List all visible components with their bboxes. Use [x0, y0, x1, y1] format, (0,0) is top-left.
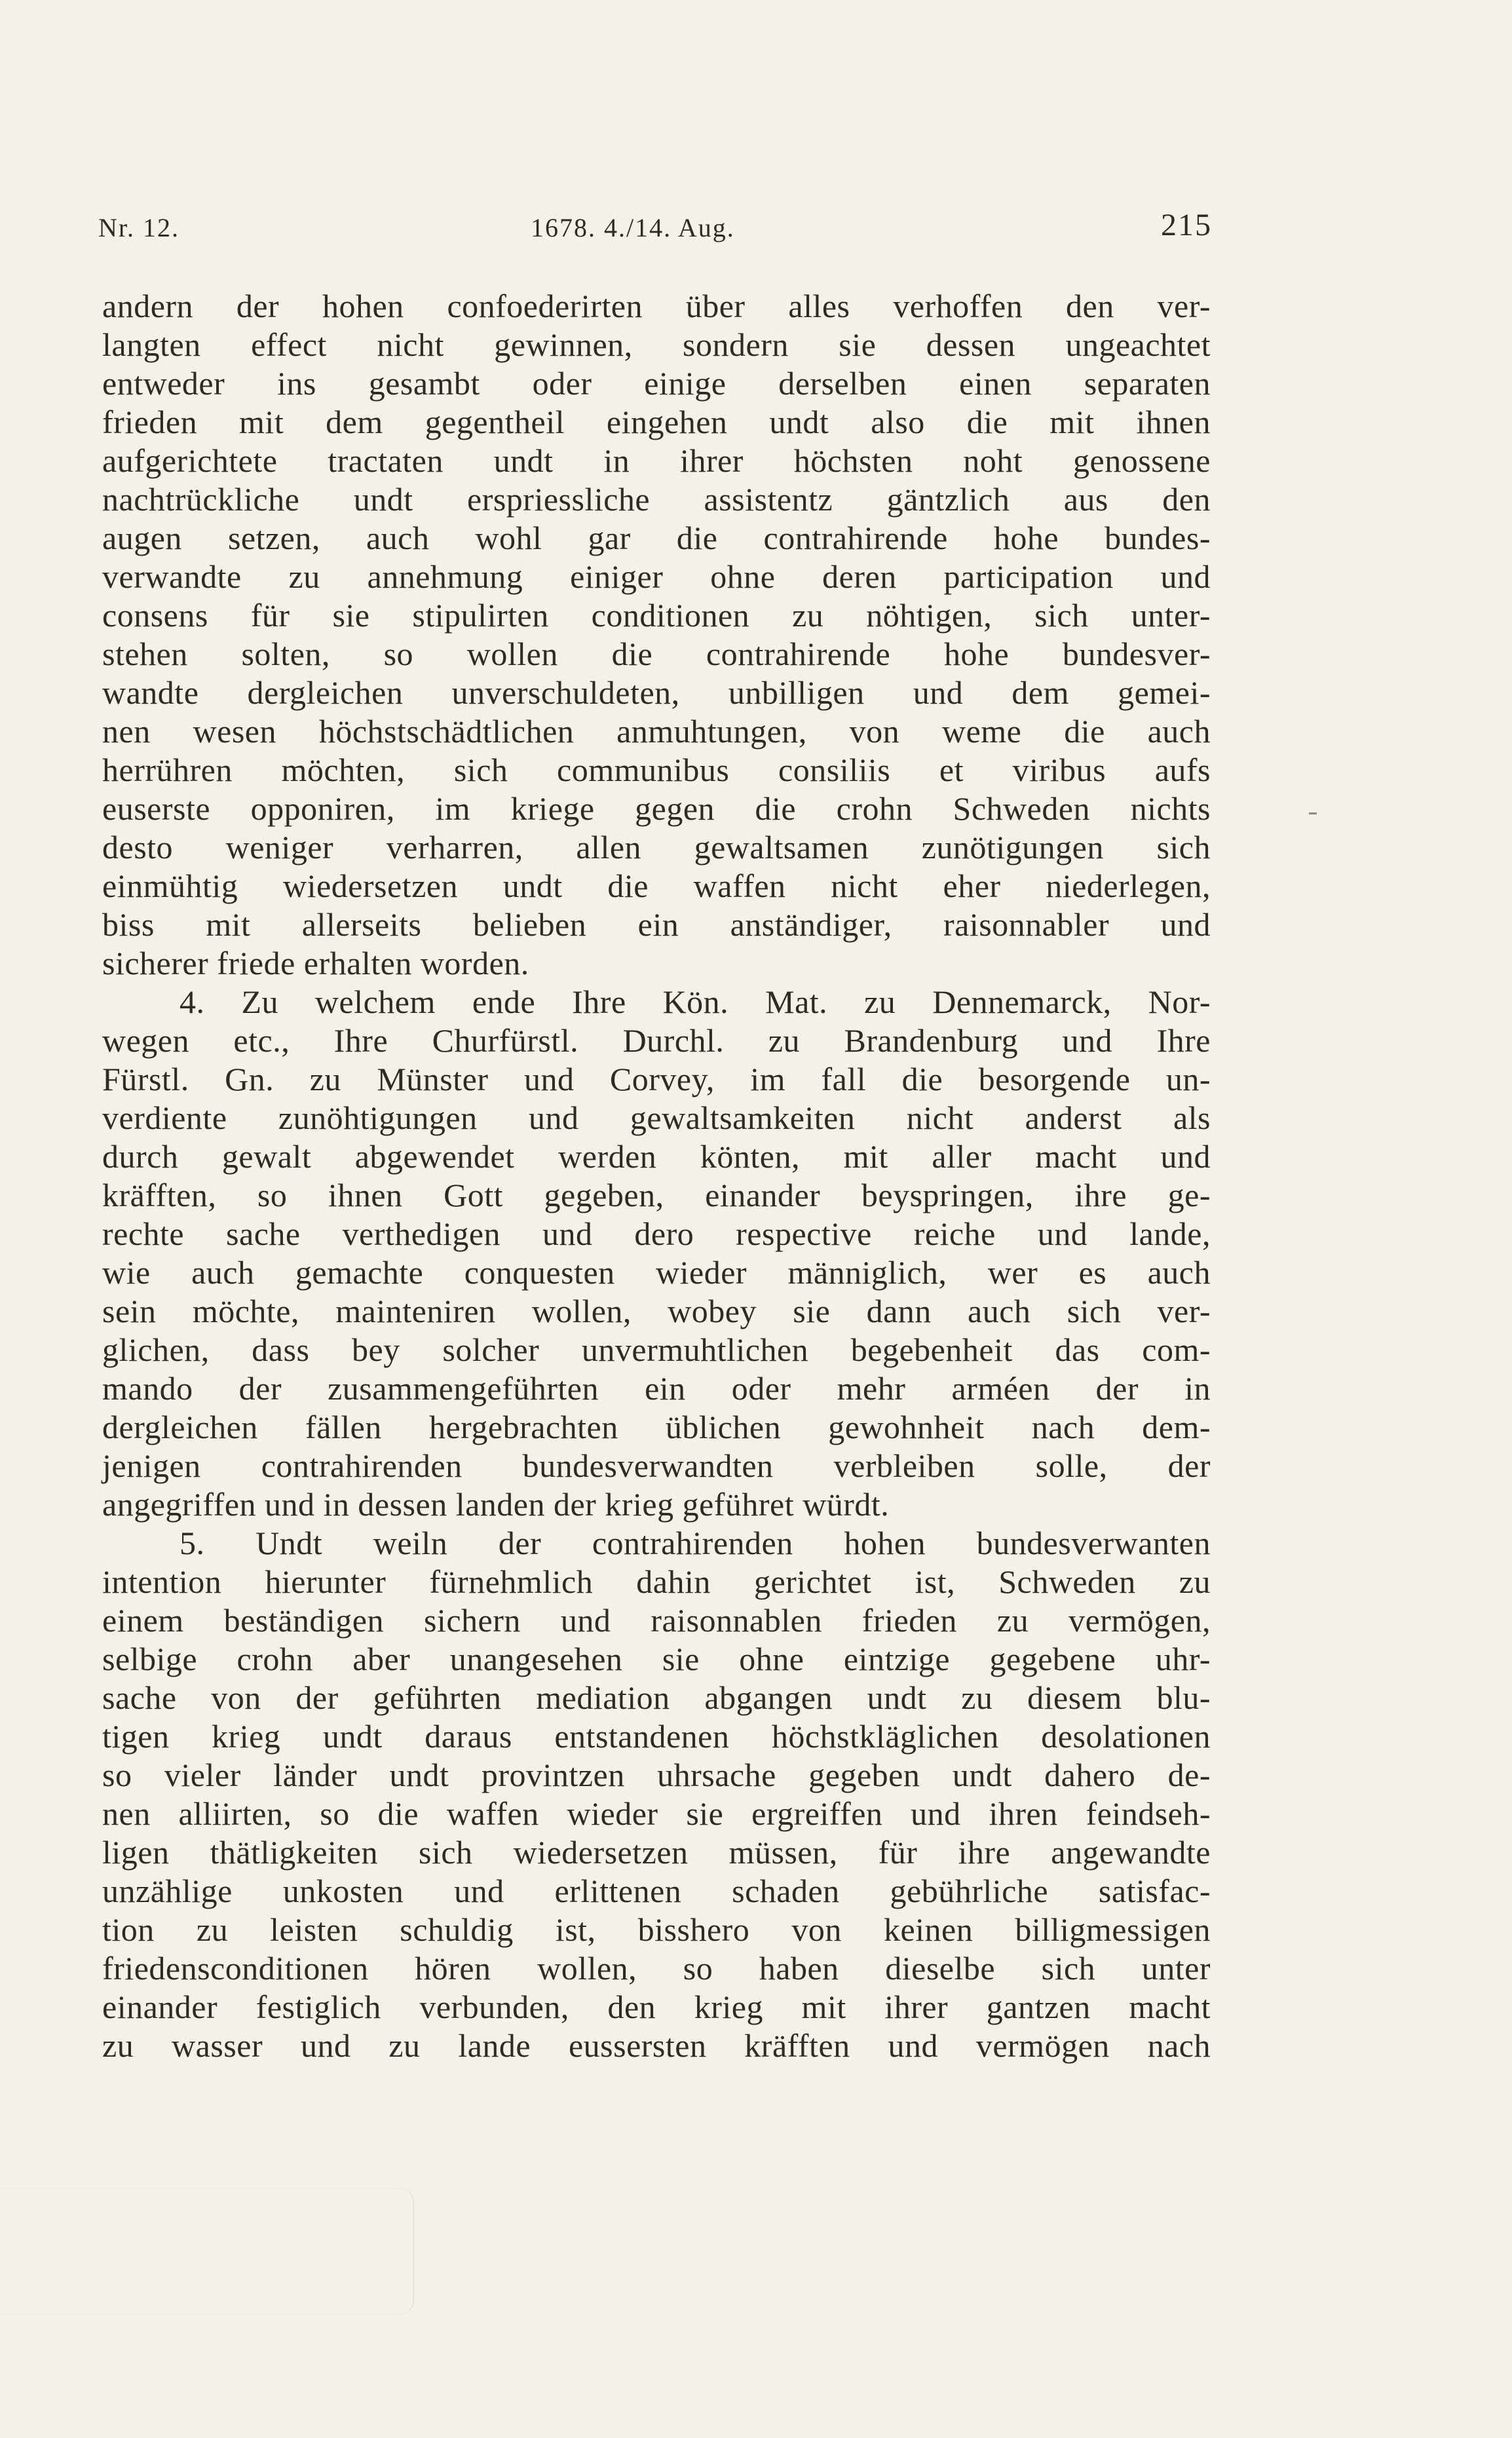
text-line: andern der hohen confoederirten über alles verhoffen den ver- — [102, 288, 1211, 324]
text-line: wie auch gemachte conquesten wieder männiglich, wer es auch — [102, 1254, 1211, 1291]
text-line: kräfften, so ihnen Gott gegeben, einander beyspringen, ihre ge- — [102, 1177, 1211, 1213]
text-line: tion zu leisten schuldig ist, bisshero von keinen billigmessigen — [102, 1911, 1211, 1948]
text-line: ligen thätligkeiten sich wiedersetzen müssen, für ihre angewandte — [102, 1834, 1211, 1871]
text-line: entweder ins gesambt oder einige derselben einen separaten — [102, 365, 1211, 402]
scan-edge-mark — [0, 2188, 414, 2314]
text-line: nen wesen höchstschädtlichen anmuhtungen, von weme die auch — [102, 713, 1211, 750]
text-line: langten effect nicht gewinnen, sondern sie dessen ungeachtet — [102, 326, 1211, 363]
text-line: verdiente zunöhtigungen und gewaltsamkeiten nicht anderst als — [102, 1099, 1211, 1136]
text-line: einem beständigen sichern und raisonnablen frieden zu vermögen, — [102, 1602, 1211, 1639]
text-line: nachtrückliche undt erspriessliche assistentz gäntzlich aus den — [102, 481, 1211, 518]
text-line: rechte sache verthedigen und dero respective reiche und lande, — [102, 1215, 1211, 1252]
text-line: frieden mit dem gegentheil eingehen undt also die mit ihnen — [102, 404, 1211, 440]
text-line: biss mit allerseits belieben ein anständiger, raisonnabler und — [102, 906, 1211, 943]
text-line: Fürstl. Gn. zu Münster und Corvey, im fall die besorgende un- — [102, 1061, 1211, 1097]
text-line: unzählige unkosten und erlittenen schaden gebührliche satisfac- — [102, 1873, 1211, 1909]
text-line: euserste opponiren, im kriege gegen die crohn Schweden nichts — [102, 790, 1211, 827]
text-line: jenigen contrahirenden bundesverwandten verbleiben solle, der — [102, 1447, 1211, 1484]
text-line: selbige crohn aber unangesehen sie ohne eintzige gegebene uhr- — [102, 1641, 1211, 1677]
text-line: angegriffen und in dessen landen der krieg geführet würdt. — [102, 1486, 890, 1523]
text-line: aufgerichtete tractaten undt in ihrer höchsten noht genossene — [102, 442, 1211, 479]
text-line: zu wasser und zu lande eussersten kräfften und vermögen nach — [102, 2027, 1211, 2064]
text-line: glichen, dass bey solcher unvermuhtlichen begebenheit das com- — [102, 1331, 1211, 1368]
text-line: intention hierunter fürnehmlich dahin gerichtet ist, Schweden zu — [102, 1563, 1211, 1600]
margin-mark — [1309, 812, 1317, 814]
text-line: tigen krieg undt daraus entstandenen höchstkläglichen desolationen — [102, 1718, 1211, 1755]
text-line: mando der zusammengeführten ein oder mehr arméen der in — [102, 1370, 1211, 1407]
body-text — [102, 287, 1211, 2065]
document-date: 1678. 4./14. Aug. — [531, 213, 735, 242]
paragraph-5-start: 5. Undt weiln der contrahirenden hohen bundesverwanten — [180, 1525, 1211, 1561]
text-line: sein möchte, mainteniren wollen, wobey sie dann auch sich ver- — [102, 1293, 1211, 1329]
text-line: so vieler länder undt provintzen uhrsache gegeben undt dahero de- — [102, 1757, 1211, 1793]
paragraph-4-start: 4. Zu welchem ende Ihre Kön. Mat. zu Dennemarck, Nor- — [180, 983, 1211, 1020]
page-header — [98, 207, 1212, 246]
page-number: 215 — [1161, 208, 1212, 242]
text-line: dergleichen fällen hergebrachten üblichen gewohnheit nach dem- — [102, 1409, 1211, 1445]
document-number: Nr. 12. — [98, 213, 180, 242]
text-line: nen alliirten, so die waffen wieder sie ergreiffen und ihren feindseh- — [102, 1795, 1211, 1832]
text-line: sache von der geführten mediation abgangen undt zu diesem blu- — [102, 1679, 1211, 1716]
text-line: augen setzen, auch wohl gar die contrahirende hohe bundes- — [102, 520, 1211, 556]
text-line: desto weniger verharren, allen gewaltsamen zunötigungen sich — [102, 829, 1211, 866]
text-line: wegen etc., Ihre Churfürstl. Durchl. zu Brandenburg und Ihre — [102, 1022, 1211, 1059]
text-line: stehen solten, so wollen die contrahirende hohe bundesver- — [102, 636, 1211, 672]
text-line: wandte dergleichen unverschuldeten, unbilligen und dem gemei- — [102, 674, 1211, 711]
text-line: consens für sie stipulirten conditionen zu nöhtigen, sich unter- — [102, 597, 1211, 634]
text-line: verwandte zu annehmung einiger ohne deren participation und — [102, 558, 1211, 595]
text-line: friedensconditionen hören wollen, so haben dieselbe sich unter — [102, 1950, 1211, 1987]
text-line: einander festiglich verbunden, den krieg mit ihrer gantzen macht — [102, 1989, 1211, 2025]
text-line: herrühren möchten, sich communibus consiliis et viribus aufs — [102, 752, 1211, 788]
text-line: einmühtig wiedersetzen undt die waffen nicht eher niederlegen, — [102, 867, 1211, 904]
text-line: sicherer friede erhalten worden. — [102, 945, 529, 981]
text-line: durch gewalt abgewendet werden könten, mit aller macht und — [102, 1138, 1211, 1175]
